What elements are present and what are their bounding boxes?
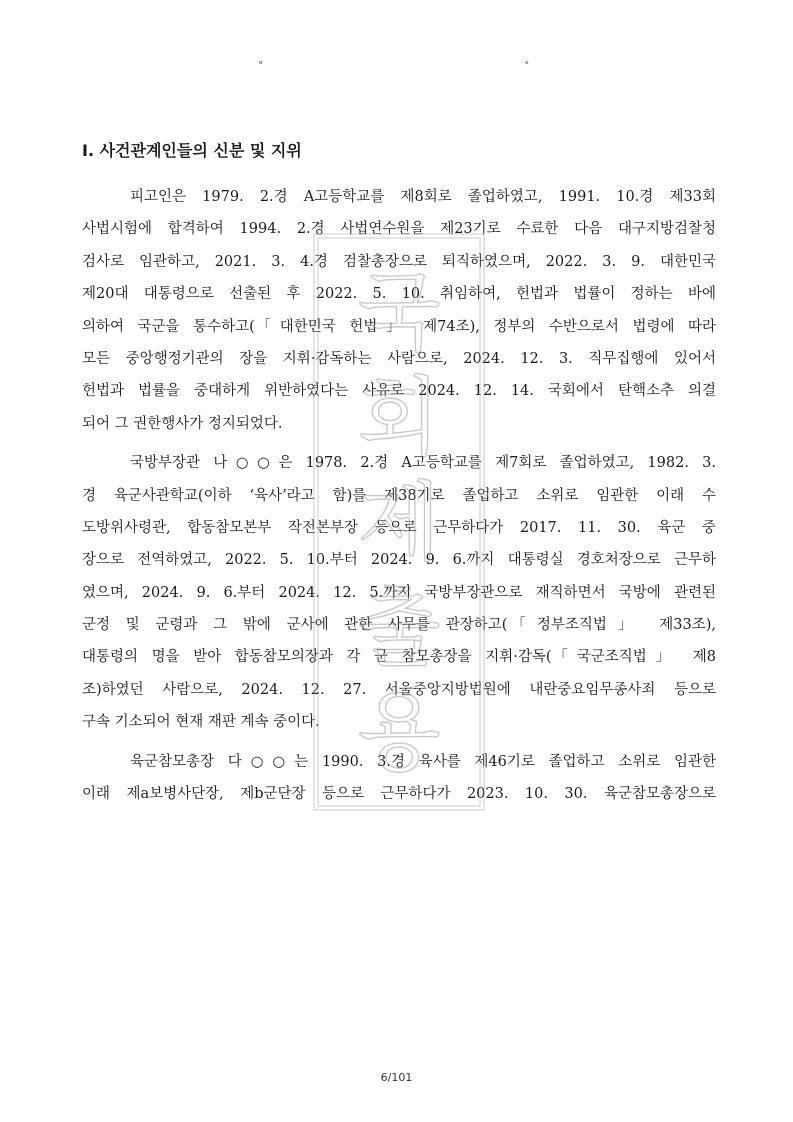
text-line: 모든 중앙행정기관의 장을 지휘·감독하는 사람으로, 2024. 12. 3. 직무집행에 있어서 bbox=[82, 350, 716, 367]
paragraph-defendant bbox=[82, 181, 716, 440]
text-line: 경 육군사관학교(이하 ‘육사’라고 함)를 제38기로 졸업하고 소위로 임관한 이래 수 bbox=[82, 487, 716, 504]
paragraph-defense-minister bbox=[82, 447, 716, 739]
text-line: 였으며, 2024. 9. 6.부터 2024. 12. 5.까지 국방부장관으로 재직하면서 국방에 관련된 bbox=[82, 584, 716, 601]
text-line: 대통령의 명을 받아 합동참모의장과 각 군 참모총장을 지휘·감독(「국군조직법」 제8 bbox=[82, 649, 716, 666]
text-line: 되어 그 권한행사가 정지되었다. bbox=[82, 415, 283, 432]
watermark-char: 회 bbox=[357, 368, 441, 468]
watermark-char: 용 bbox=[357, 683, 441, 783]
watermark-char: 제 bbox=[357, 473, 441, 573]
header-mark-left: ˚ bbox=[258, 61, 264, 74]
section-heading: Ⅰ. 사건관계인들의 신분 및 지위 bbox=[82, 141, 302, 160]
text-line: 이래 제a보병사단장, 제b군단장 등으로 근무하다가 2023. 10. 30. 육군참모총장으로 bbox=[82, 786, 716, 803]
page-number: 6/101 bbox=[380, 1071, 413, 1084]
paragraph-army-chief bbox=[82, 746, 716, 811]
text-line: 군정 및 군령과 그 밖에 군사에 관한 사무를 관장하고(「정부조직법」 제33조), bbox=[82, 617, 716, 634]
text-line: 피고인은 1979. 2.경 A고등학교를 제8회로 졸업하였고, 1991. 10.경 제33회 bbox=[130, 189, 716, 205]
text-line: 도방위사령관, 합동참모본부 작전본부장 등으로 근무하다가 2017. 11. 30. 육군 중 bbox=[82, 519, 716, 536]
text-line: 헌법과 법률을 중대하게 위반하였다는 사유로 2024. 12. 14. 국회에서 탄핵소추 의결 bbox=[82, 383, 716, 400]
text-line: 의하여 국군을 통수하고(「대한민국 헌법」 제74조), 정부의 수반으로서 법령에 따라 bbox=[82, 318, 716, 335]
watermark-char: 출 bbox=[357, 578, 441, 678]
text-line: 제20대 대통령으로 선출된 후 2022. 5. 10. 취임하여, 헌법과 법률이 정하는 바에 bbox=[82, 286, 716, 303]
watermark-char: 국 bbox=[357, 263, 441, 363]
text-line: 사법시험에 합격하여 1994. 2.경 사법연수원을 제23기로 수료한 다음 대구지방검찰청 bbox=[82, 221, 716, 238]
text-line: 조)하였던 사람으로, 2024. 12. 27. 서울중앙지방법원에 내란중요임무종사죄 등으로 bbox=[82, 681, 716, 698]
text-line: 국방부장관 나○○은 1978. 2.경 A고등학교를 제7회로 졸업하였고, 1982. 3. bbox=[130, 455, 716, 472]
text-line: 육군참모총장 다○○는 1990. 3.경 육사를 제46기로 졸업하고 소위로 임관한 bbox=[130, 753, 716, 770]
header-mark-right: ˚ bbox=[524, 61, 530, 74]
text-line: 장으로 전역하였고, 2022. 5. 10.부터 2024. 9. 6.까지 대통령실 경호처장으로 근무하 bbox=[82, 552, 716, 569]
text-line: 구속 기소되어 현재 재판 계속 중이다. bbox=[82, 714, 320, 731]
document-body bbox=[82, 181, 716, 817]
text-line: 검사로 임관하고, 2021. 3. 4.경 검찰총장으로 퇴직하였으며, 2022. 3. 9. 대한민국 bbox=[82, 253, 716, 270]
